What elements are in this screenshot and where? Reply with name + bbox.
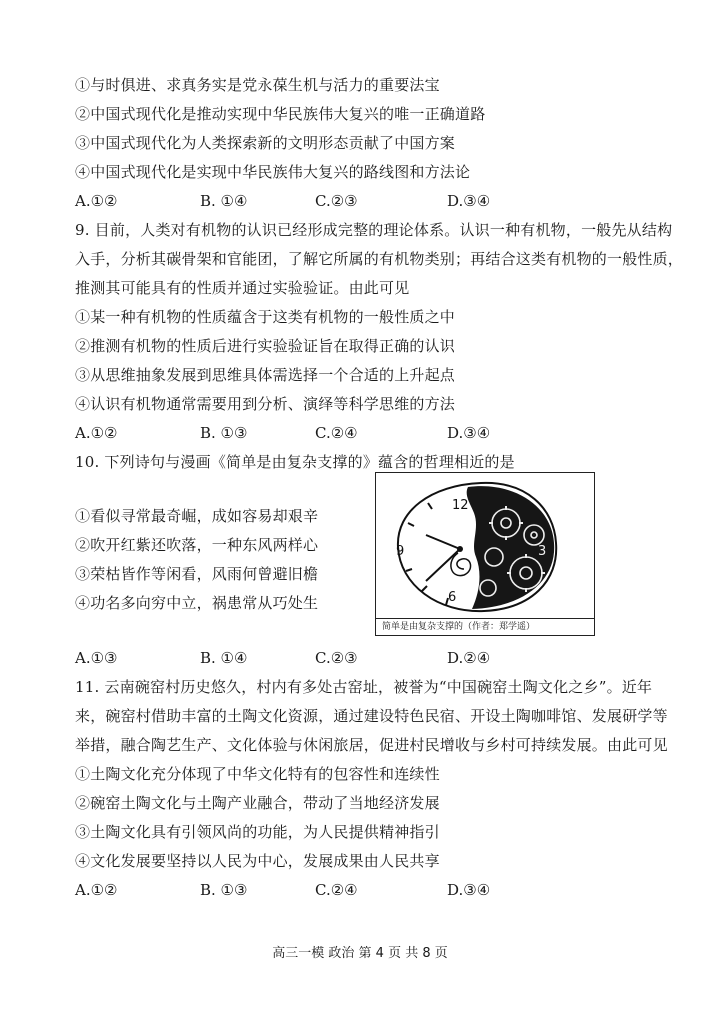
hand-pivot (457, 546, 463, 552)
q11-choice-b: B. ①③ (200, 881, 248, 899)
q8-option-2: ②中国式现代化是推动实现中华民族伟大复兴的唯一正确道路 (75, 105, 486, 123)
q9-choice-d: D.③④ (447, 424, 491, 442)
q9-stem-line-2: 入手，分析其碳骨架和官能团，了解它所属的有机物类别；再结合这类有机物的一般性质， (75, 250, 684, 268)
q9-choice-a: A.①② (75, 424, 118, 442)
q11-stem-line-2: 来，碗窑村借助丰富的土陶文化资源，通过建设特色民宿、开设土陶咖啡馆、发展研学等 (75, 707, 668, 725)
q10-choice-c: C.②③ (315, 649, 358, 667)
q11-option-3: ③土陶文化具有引领风尚的功能，为人民提供精神指引 (75, 823, 440, 841)
figure-caption: 简单是由复杂支撑的（作者：郑学遥） (376, 618, 594, 635)
q9-stem-line-3: 推测其可能具有的性质并通过实验验证。由此可见 (75, 279, 410, 297)
q9-stem-line-1: 9. 目前，人类对有机物的认识已经形成完整的理论体系。认识一种有机物，一般先从结构 (75, 221, 673, 239)
q10-option-3: ③荣枯皆作等闲看，风雨何曾避旧檐 (75, 565, 319, 583)
q9-choice-b: B. ①③ (200, 424, 248, 442)
q8-option-3: ③中国式现代化为人类探索新的文明形态贡献了中国方案 (75, 134, 456, 152)
q11-stem-line-1: 11. 云南碗窑村历史悠久，村内有多处古窑址，被誉为“中国碗窑土陶文化之乡”。近年 (75, 678, 653, 696)
clock-gears-cartoon (376, 473, 594, 618)
q11-option-1: ①土陶文化充分体现了中华文化特有的包容性和连续性 (75, 765, 440, 783)
q9-choice-c: C.②④ (315, 424, 358, 442)
q11-option-2: ②碗窑土陶文化与土陶产业融合，带动了当地经济发展 (75, 794, 440, 812)
q8-option-1: ①与时俱进、求真务实是党永葆生机与活力的重要法宝 (75, 76, 440, 94)
q9-option-4: ④认识有机物通常需要用到分析、演绎等科学思维的方法 (75, 395, 456, 413)
cartoon-figure (375, 472, 595, 636)
q8-choice-c: C.②③ (315, 192, 358, 210)
q9-option-2: ②推测有机物的性质后进行实验验证旨在取得正确的认识 (75, 337, 456, 355)
clock-number-9: 9 (396, 544, 405, 559)
clock-number-12: 12 (452, 498, 469, 513)
q11-choice-d: D.③④ (447, 881, 491, 899)
q10-choice-d: D.②④ (447, 649, 491, 667)
q11-stem-line-3: 举措，融合陶艺生产、文化体验与休闲旅居，促进村民增收与乡村可持续发展。由此可见 (75, 736, 668, 754)
q9-option-3: ③从思维抽象发展到思维具体需选择一个合适的上升起点 (75, 366, 456, 384)
clock-number-6: 6 (448, 590, 457, 605)
page-footer: 高三一模 政治 第 4 页 共 8 页 (272, 946, 448, 961)
q10-option-1: ①看似寻常最奇崛，成如容易却艰辛 (75, 507, 319, 525)
q9-option-1: ①某一种有机物的性质蕴含于这类有机物的一般性质之中 (75, 308, 456, 326)
q10-choice-b: B. ①④ (200, 649, 248, 667)
q10-option-4: ④功名多向穷中立，祸患常从巧处生 (75, 594, 319, 612)
q8-option-4: ④中国式现代化是实现中华民族伟大复兴的路线图和方法论 (75, 163, 471, 181)
q10-stem: 10. 下列诗句与漫画《简单是由复杂支撑的》蕴含的哲理相近的是 (75, 453, 515, 471)
q8-choice-a: A.①② (75, 192, 118, 210)
q8-choice-b: B. ①④ (200, 192, 248, 210)
q11-choice-a: A.①② (75, 881, 118, 899)
q10-choice-a: A.①③ (75, 649, 118, 667)
clock-number-3: 3 (538, 544, 547, 559)
q8-choice-d: D.③④ (447, 192, 491, 210)
q11-option-4: ④文化发展要坚持以人民为中心，发展成果由人民共享 (75, 852, 440, 870)
q10-option-2: ②吹开红紫还吹落，一种东风两样心 (75, 536, 319, 554)
q11-choice-c: C.②④ (315, 881, 358, 899)
